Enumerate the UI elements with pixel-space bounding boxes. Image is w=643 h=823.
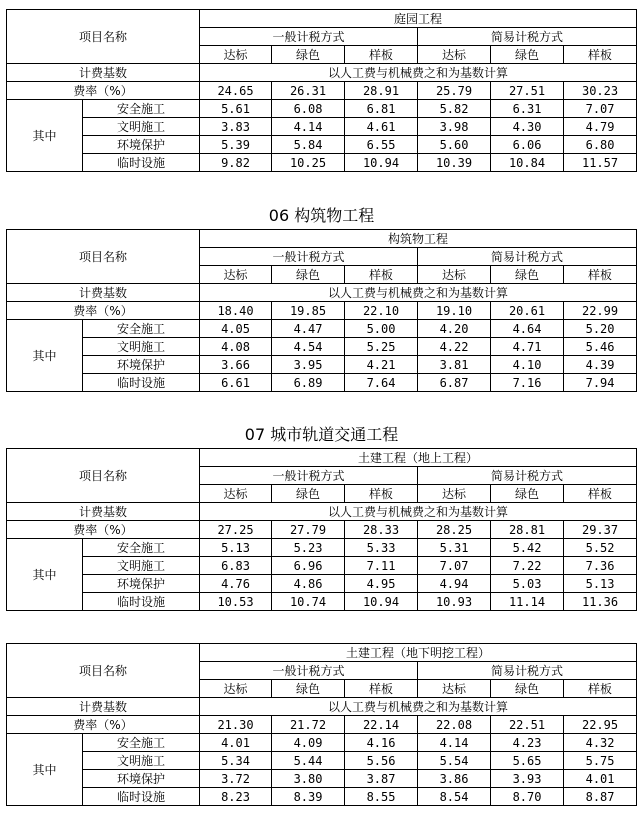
item-name-header: 项目名称: [7, 230, 200, 284]
sub-label: 环境保护: [83, 136, 200, 154]
value-cell: 5.61: [200, 100, 272, 118]
section-garden: [6, 9, 636, 172]
rate-cell: 24.65: [200, 82, 272, 100]
grade-header: 绿色: [272, 266, 345, 284]
value-cell: 5.20: [564, 320, 637, 338]
value-cell: 10.94: [345, 154, 418, 172]
rate-cell: 22.99: [564, 302, 637, 320]
rate-cell: 20.61: [491, 302, 564, 320]
value-cell: 4.39: [564, 356, 637, 374]
sub-label: 安全施工: [83, 320, 200, 338]
value-cell: 5.46: [564, 338, 637, 356]
value-cell: 4.94: [418, 575, 491, 593]
base-label: 计费基数: [7, 503, 200, 521]
value-cell: 6.96: [272, 557, 345, 575]
value-cell: 6.80: [564, 136, 637, 154]
value-cell: 4.86: [272, 575, 345, 593]
grade-header: 绿色: [272, 46, 345, 64]
value-cell: 4.64: [491, 320, 564, 338]
value-cell: 4.32: [564, 734, 637, 752]
rate-cell: 21.72: [272, 716, 345, 734]
value-cell: 8.54: [418, 788, 491, 806]
value-cell: 3.86: [418, 770, 491, 788]
value-cell: 6.83: [200, 557, 272, 575]
value-cell: 5.39: [200, 136, 272, 154]
among-label: 其中: [7, 320, 83, 392]
rate-cell: 19.85: [272, 302, 345, 320]
value-cell: 4.23: [491, 734, 564, 752]
value-cell: 3.83: [200, 118, 272, 136]
grade-header: 绿色: [491, 266, 564, 284]
value-cell: 6.89: [272, 374, 345, 392]
value-cell: 4.30: [491, 118, 564, 136]
rate-cell: 27.25: [200, 521, 272, 539]
value-cell: 4.14: [272, 118, 345, 136]
general-tax-header: 一般计税方式: [200, 248, 418, 266]
sub-label: 文明施工: [83, 118, 200, 136]
value-cell: 3.80: [272, 770, 345, 788]
rate-cell: 19.10: [418, 302, 491, 320]
value-cell: 4.95: [345, 575, 418, 593]
rate-cell: 21.30: [200, 716, 272, 734]
rate-label: 费率（%）: [7, 302, 200, 320]
grade-header: 样板: [564, 680, 637, 698]
grade-header: 样板: [564, 266, 637, 284]
value-cell: 7.22: [491, 557, 564, 575]
value-cell: 6.55: [345, 136, 418, 154]
rate-label: 费率（%）: [7, 82, 200, 100]
sub-label: 环境保护: [83, 575, 200, 593]
sub-label: 环境保护: [83, 770, 200, 788]
sub-label: 临时设施: [83, 154, 200, 172]
value-cell: 4.47: [272, 320, 345, 338]
value-cell: 10.74: [272, 593, 345, 611]
sub-label: 文明施工: [83, 338, 200, 356]
grade-header: 达标: [418, 680, 491, 698]
value-cell: 5.84: [272, 136, 345, 154]
value-cell: 7.36: [564, 557, 637, 575]
grade-header: 绿色: [491, 46, 564, 64]
value-cell: 4.01: [564, 770, 637, 788]
value-cell: 5.82: [418, 100, 491, 118]
base-text: 以人工费与机械费之和为基数计算: [200, 698, 637, 716]
table-title: 土建工程（地下明挖工程）: [200, 644, 637, 662]
grade-header: 达标: [418, 266, 491, 284]
sub-label: 安全施工: [83, 734, 200, 752]
value-cell: 5.13: [200, 539, 272, 557]
rate-cell: 22.14: [345, 716, 418, 734]
rate-cell: 27.79: [272, 521, 345, 539]
grade-header: 达标: [200, 680, 272, 698]
grade-header: 达标: [200, 485, 272, 503]
value-cell: 10.93: [418, 593, 491, 611]
rate-cell: 29.37: [564, 521, 637, 539]
value-cell: 4.71: [491, 338, 564, 356]
value-cell: 3.87: [345, 770, 418, 788]
value-cell: 5.60: [418, 136, 491, 154]
sub-label: 文明施工: [83, 557, 200, 575]
grade-header: 绿色: [272, 680, 345, 698]
value-cell: 5.13: [564, 575, 637, 593]
general-tax-header: 一般计税方式: [200, 662, 418, 680]
among-label: 其中: [7, 539, 83, 611]
grade-header: 样板: [345, 46, 418, 64]
value-cell: 7.11: [345, 557, 418, 575]
general-tax-header: 一般计税方式: [200, 467, 418, 485]
rate-cell: 26.31: [272, 82, 345, 100]
rate-cell: 30.23: [564, 82, 637, 100]
value-cell: 8.39: [272, 788, 345, 806]
value-cell: 5.54: [418, 752, 491, 770]
grade-header: 达标: [418, 46, 491, 64]
value-cell: 3.66: [200, 356, 272, 374]
rate-cell: 18.40: [200, 302, 272, 320]
value-cell: 7.07: [418, 557, 491, 575]
table-title: 土建工程（地上工程）: [200, 449, 637, 467]
section-rail-above-ground: [6, 448, 636, 611]
value-cell: 4.01: [200, 734, 272, 752]
value-cell: 4.16: [345, 734, 418, 752]
value-cell: 8.87: [564, 788, 637, 806]
value-cell: 4.22: [418, 338, 491, 356]
value-cell: 4.20: [418, 320, 491, 338]
rate-cell: 27.51: [491, 82, 564, 100]
value-cell: 5.56: [345, 752, 418, 770]
grade-header: 达标: [200, 46, 272, 64]
grade-header: 样板: [564, 485, 637, 503]
grade-header: 样板: [345, 485, 418, 503]
grade-header: 样板: [345, 680, 418, 698]
sub-label: 临时设施: [83, 374, 200, 392]
value-cell: 7.64: [345, 374, 418, 392]
value-cell: 4.05: [200, 320, 272, 338]
base-label: 计费基数: [7, 698, 200, 716]
section-structures: [6, 229, 636, 392]
value-cell: 11.14: [491, 593, 564, 611]
value-cell: 4.76: [200, 575, 272, 593]
value-cell: 5.34: [200, 752, 272, 770]
value-cell: 5.42: [491, 539, 564, 557]
rate-cell: 22.10: [345, 302, 418, 320]
grade-header: 绿色: [491, 485, 564, 503]
value-cell: 5.25: [345, 338, 418, 356]
item-name-header: 项目名称: [7, 644, 200, 698]
value-cell: 6.81: [345, 100, 418, 118]
grade-header: 绿色: [491, 680, 564, 698]
value-cell: 11.57: [564, 154, 637, 172]
fee-table-structures: [6, 229, 637, 392]
rate-cell: 22.95: [564, 716, 637, 734]
grade-header: 绿色: [272, 485, 345, 503]
rate-cell: 28.81: [491, 521, 564, 539]
simple-tax-header: 简易计税方式: [418, 467, 637, 485]
sub-label: 临时设施: [83, 788, 200, 806]
section-heading-structures: 06 构筑物工程: [268, 206, 375, 225]
among-label: 其中: [7, 100, 83, 172]
general-tax-header: 一般计税方式: [200, 28, 418, 46]
simple-tax-header: 简易计税方式: [418, 28, 637, 46]
value-cell: 10.39: [418, 154, 491, 172]
rate-label: 费率（%）: [7, 521, 200, 539]
rate-cell: 28.25: [418, 521, 491, 539]
rate-cell: 28.91: [345, 82, 418, 100]
base-text: 以人工费与机械费之和为基数计算: [200, 284, 637, 302]
value-cell: 5.75: [564, 752, 637, 770]
value-cell: 6.87: [418, 374, 491, 392]
value-cell: 8.55: [345, 788, 418, 806]
grade-header: 达标: [418, 485, 491, 503]
value-cell: 3.95: [272, 356, 345, 374]
value-cell: 3.93: [491, 770, 564, 788]
item-name-header: 项目名称: [7, 10, 200, 64]
value-cell: 10.53: [200, 593, 272, 611]
value-cell: 5.23: [272, 539, 345, 557]
value-cell: 3.72: [200, 770, 272, 788]
value-cell: 11.36: [564, 593, 637, 611]
grade-header: 样板: [345, 266, 418, 284]
fee-table-rail-above-ground: [6, 448, 637, 611]
value-cell: 4.10: [491, 356, 564, 374]
section-rail-open-cut: [6, 643, 636, 806]
among-label: 其中: [7, 734, 83, 806]
value-cell: 10.25: [272, 154, 345, 172]
value-cell: 5.65: [491, 752, 564, 770]
rate-label: 费率（%）: [7, 716, 200, 734]
grade-header: 达标: [200, 266, 272, 284]
base-text: 以人工费与机械费之和为基数计算: [200, 503, 637, 521]
fee-table-garden: [6, 9, 637, 172]
grade-header: 样板: [564, 46, 637, 64]
sub-label: 临时设施: [83, 593, 200, 611]
sub-label: 文明施工: [83, 752, 200, 770]
value-cell: 5.44: [272, 752, 345, 770]
base-text: 以人工费与机械费之和为基数计算: [200, 64, 637, 82]
value-cell: 4.54: [272, 338, 345, 356]
sub-label: 环境保护: [83, 356, 200, 374]
value-cell: 5.00: [345, 320, 418, 338]
value-cell: 7.07: [564, 100, 637, 118]
value-cell: 6.06: [491, 136, 564, 154]
sub-label: 安全施工: [83, 100, 200, 118]
value-cell: 6.61: [200, 374, 272, 392]
simple-tax-header: 简易计税方式: [418, 248, 637, 266]
rate-cell: 22.08: [418, 716, 491, 734]
value-cell: 7.16: [491, 374, 564, 392]
value-cell: 8.70: [491, 788, 564, 806]
value-cell: 4.21: [345, 356, 418, 374]
value-cell: 4.14: [418, 734, 491, 752]
value-cell: 4.79: [564, 118, 637, 136]
value-cell: 4.08: [200, 338, 272, 356]
item-name-header: 项目名称: [7, 449, 200, 503]
value-cell: 5.03: [491, 575, 564, 593]
value-cell: 5.31: [418, 539, 491, 557]
sub-label: 安全施工: [83, 539, 200, 557]
value-cell: 3.81: [418, 356, 491, 374]
rate-cell: 25.79: [418, 82, 491, 100]
simple-tax-header: 简易计税方式: [418, 662, 637, 680]
value-cell: 10.94: [345, 593, 418, 611]
value-cell: 10.84: [491, 154, 564, 172]
rate-cell: 28.33: [345, 521, 418, 539]
value-cell: 5.52: [564, 539, 637, 557]
table-title: 构筑物工程: [200, 230, 637, 248]
section-heading-rail-transit: 07 城市轨道交通工程: [244, 425, 399, 444]
value-cell: 6.08: [272, 100, 345, 118]
value-cell: 4.61: [345, 118, 418, 136]
base-label: 计费基数: [7, 64, 200, 82]
value-cell: 5.33: [345, 539, 418, 557]
fee-table-rail-open-cut: [6, 643, 637, 806]
value-cell: 3.98: [418, 118, 491, 136]
rate-cell: 22.51: [491, 716, 564, 734]
value-cell: 4.09: [272, 734, 345, 752]
value-cell: 7.94: [564, 374, 637, 392]
base-label: 计费基数: [7, 284, 200, 302]
table-title: 庭园工程: [200, 10, 637, 28]
value-cell: 6.31: [491, 100, 564, 118]
value-cell: 9.82: [200, 154, 272, 172]
value-cell: 8.23: [200, 788, 272, 806]
